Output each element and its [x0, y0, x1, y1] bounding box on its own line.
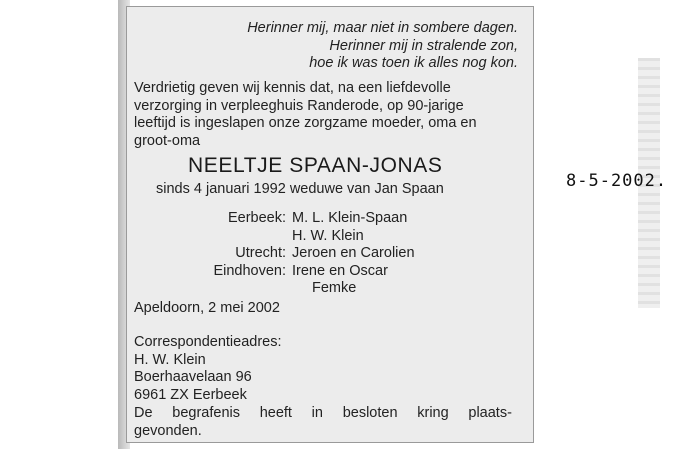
family-place: Eindhoven: [213, 262, 286, 279]
family-names: M. L. Klein-Spaan [292, 210, 408, 226]
widow-line: sinds 4 januari 1992 weduwe van Jan Spaan [156, 181, 444, 197]
funeral-word: begrafenis [172, 405, 240, 421]
announcement-line: verzorging in verpleeghuis Randerode, op 90-jarige [134, 97, 464, 114]
typed-date-stamp: 8-5-2002. [566, 171, 668, 191]
deceased-name: NEELTJE SPAAN-JONAS [188, 154, 443, 177]
funeral-line [134, 405, 512, 423]
family-names: Femke [312, 280, 357, 296]
address-line: H. W. Klein [134, 351, 206, 368]
family-names: Irene en Oscar [292, 262, 388, 279]
funeral-note [134, 405, 512, 440]
funeral-line: gevonden. [134, 422, 202, 439]
family-place: Utrecht: [235, 245, 286, 261]
announcement-line: leeftijd is ingeslapen onze zorgzame moeder, oma en [134, 115, 477, 131]
address-line: 6961 ZX Eerbeek [134, 386, 247, 403]
place-and-date: Apeldoorn, 2 mei 2002 [134, 300, 280, 316]
funeral-word: De [134, 405, 153, 421]
announcement-line: groot-oma [134, 132, 201, 149]
funeral-word: besloten [342, 405, 398, 421]
poem-line: Herinner mij in stralende zon, [329, 37, 518, 54]
funeral-word: plaats- [468, 405, 512, 421]
announcement-text [134, 80, 514, 150]
family-place: Eerbeek: [227, 210, 286, 226]
address-heading: Correspondentieadres: [134, 334, 282, 350]
family-names: H. W. Klein [292, 227, 364, 244]
poem [247, 20, 518, 73]
poem-line: hoe ik was toen ik alles nog kon. [309, 55, 518, 71]
funeral-word: in [311, 405, 323, 421]
family-names: Jeroen en Carolien [292, 245, 415, 261]
poem-line: Herinner mij, maar niet in sombere dagen. [247, 20, 518, 36]
correspondence-address [134, 334, 282, 404]
address-line: Boerhaavelaan 96 [134, 369, 252, 385]
announcement-line: Verdrietig geven wij kennis dat, na een liefdevolle [134, 80, 451, 96]
funeral-word: heeft [259, 405, 292, 421]
newspaper-clipping [126, 6, 534, 443]
funeral-word: kring [417, 405, 449, 421]
